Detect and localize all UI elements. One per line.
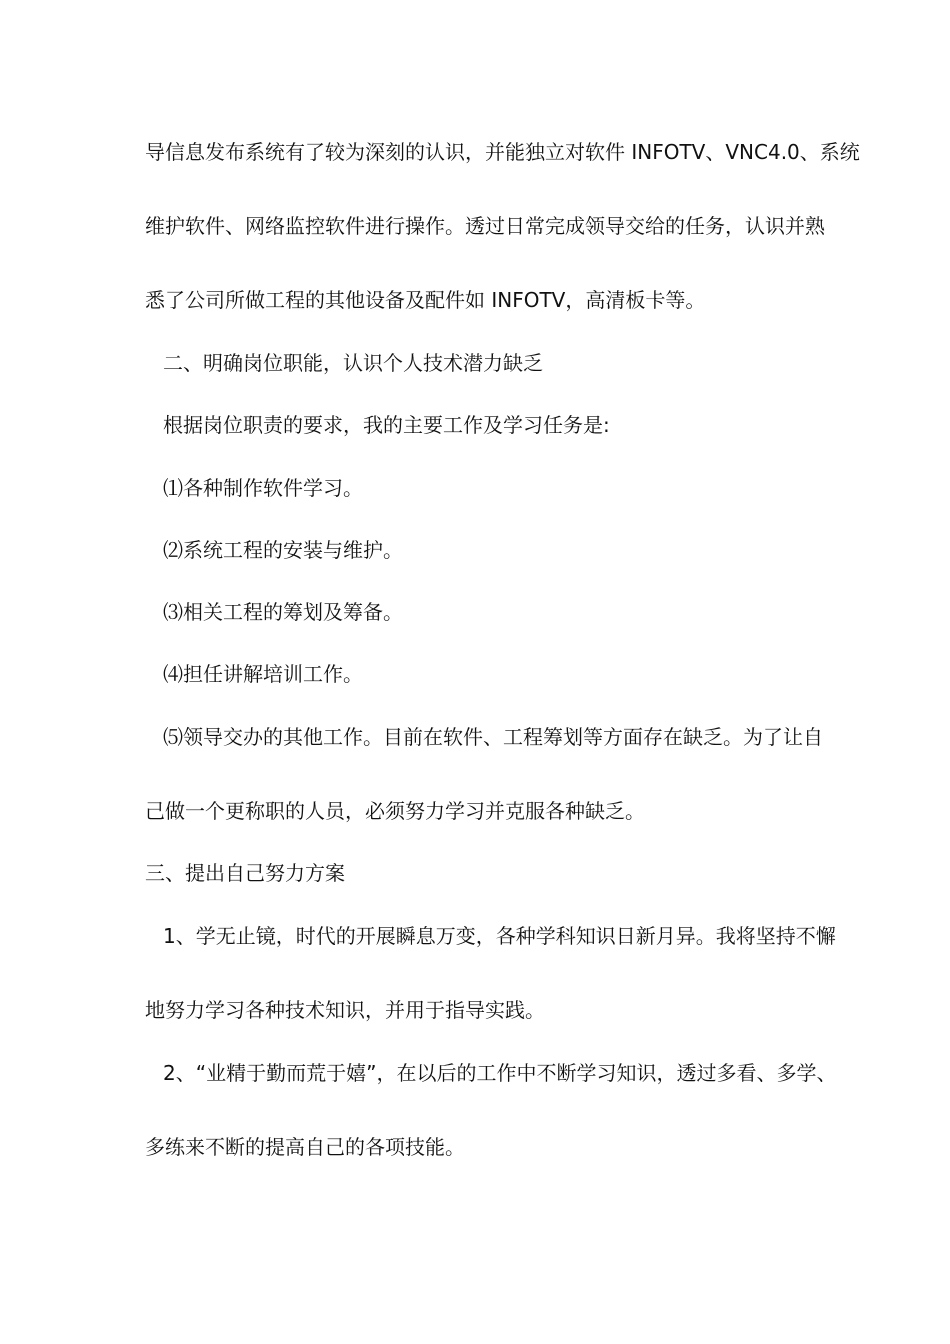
list-item-2: ⑵系统工程的安装与维护。 — [163, 538, 403, 562]
paragraph-line-5: 根据岗位职责的要求，我的主要工作及学习任务是: — [163, 413, 610, 437]
paragraph-line-14: 地努力学习各种技术知识，并用于指导实践。 — [145, 998, 545, 1022]
paragraph-line-16: 多练来不断的提高自己的各项技能。 — [145, 1135, 465, 1159]
plan-item-1: 1、学无止镜，时代的开展瞬息万变，各种学科知识日新月异。我将坚持不懈 — [163, 924, 836, 948]
section-heading-3: 三、提出自己努力方案 — [145, 861, 345, 885]
paragraph-line-1: 导信息发布系统有了较为深刻的认识，并能独立对软件 INFOTV、VNC4.0、系统 — [145, 140, 860, 164]
paragraph-line-11: 己做一个更称职的人员，必须努力学习并克服各种缺乏。 — [145, 799, 645, 823]
plan-item-2: 2、“业精于勤而荒于嬉”，在以后的工作中不断学习知识，透过多看、多学、 — [163, 1061, 837, 1085]
paragraph-line-3: 悉了公司所做工程的其他设备及配件如 INFOTV，高清板卡等。 — [145, 288, 706, 312]
list-item-4: ⑷担任讲解培训工作。 — [163, 662, 363, 686]
section-heading-2: 二、明确岗位职能，认识个人技术潜力缺乏 — [163, 351, 543, 375]
list-item-1: ⑴各种制作软件学习。 — [163, 476, 363, 500]
paragraph-line-2: 维护软件、网络监控软件进行操作。透过日常完成领导交给的任务，认识并熟 — [145, 214, 825, 238]
list-item-5: ⑸领导交办的其他工作。目前在软件、工程筹划等方面存在缺乏。为了让自 — [163, 725, 823, 749]
list-item-3: ⑶相关工程的筹划及筹备。 — [163, 600, 403, 624]
